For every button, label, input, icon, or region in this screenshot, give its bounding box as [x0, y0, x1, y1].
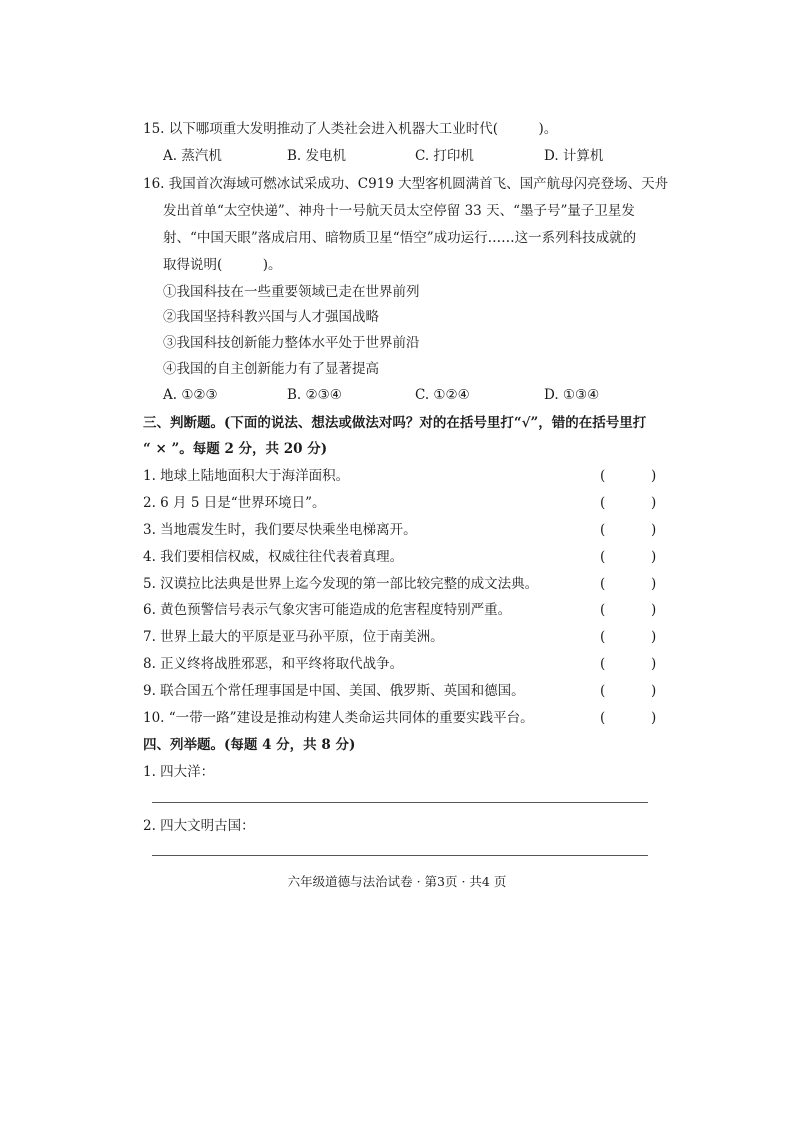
q15-option-a: A. 蒸汽机	[163, 148, 222, 164]
true-false-item-text: 3. 当地震发生时，我们要尽快乘坐电梯离开。	[143, 522, 417, 538]
answer-paren-close: )	[651, 549, 657, 565]
answer-paren-open: (	[600, 495, 606, 511]
answer-paren-open: (	[600, 683, 606, 699]
q16-stem-line-3: 射、“中国天眼”落成启用、暗物质卫星“悟空”成功运行……这一系列科技成就的	[163, 230, 637, 246]
answer-line-2[interactable]	[152, 855, 648, 856]
answer-paren-open: (	[600, 629, 606, 645]
q16-statement-4: ④我国的自主创新能力有了显著提高	[163, 361, 379, 377]
q16-statement-1: ①我国科技在一些重要领域已走在世界前列	[163, 284, 420, 300]
true-false-item	[0, 682, 794, 700]
q16-option-c: C. ①②④	[415, 387, 470, 403]
true-false-item-text: 4. 我们要相信权威，权威往往代表着真理。	[143, 549, 404, 565]
true-false-item	[0, 655, 794, 673]
true-false-item	[0, 601, 794, 619]
q16-stem-line-1: 16. 我国首次海域可燃冰试采成功、C919 大型客机圆满首飞、国产航母闪亮登场、天舟	[143, 176, 669, 192]
section4-heading: 四、列举题。(每题 4 分，共 8 分)	[143, 737, 356, 753]
answer-paren-close: )	[651, 468, 657, 484]
true-false-item	[0, 709, 794, 727]
answer-paren-open: (	[600, 522, 606, 538]
page-footer: 六年级道德与法治试卷 · 第3页 · 共4 页	[287, 874, 507, 889]
answer-paren-close: )	[651, 576, 657, 592]
q16-statement-3: ③我国科技创新能力整体水平处于世界前沿	[163, 335, 420, 351]
answer-paren-open: (	[600, 576, 606, 592]
true-false-item-text: 1. 地球上陆地面积大于海洋面积。	[143, 468, 350, 484]
answer-paren-close: )	[651, 656, 657, 672]
q15-option-c: C. 打印机	[415, 148, 474, 164]
answer-paren-close: )	[651, 602, 657, 618]
answer-paren-close: )	[651, 629, 657, 645]
answer-paren-close: )	[651, 683, 657, 699]
answer-paren-close: )	[651, 710, 657, 726]
listing-item-1-label: 1. 四大洋：	[143, 764, 215, 780]
answer-line-1[interactable]	[152, 802, 648, 803]
true-false-item	[0, 521, 794, 539]
true-false-item	[0, 575, 794, 593]
q16-option-a: A. ①②③	[163, 387, 218, 403]
true-false-item	[0, 628, 794, 646]
q16-option-d: D. ①③④	[544, 387, 600, 403]
section3-heading-line-1: 三、判断题。(下面的说法、想法或做法对吗？对的在括号里打“√”，错的在括号里打	[143, 415, 647, 431]
q16-statement-2: ②我国坚持科教兴国与人才强国战略	[163, 309, 379, 325]
true-false-item	[0, 494, 794, 512]
q16-stem-line-4: 取得说明( )。	[163, 257, 282, 273]
true-false-item-text: 7. 世界上最大的平原是亚马孙平原，位于南美洲。	[143, 629, 444, 645]
listing-item-2-label: 2. 四大文明古国：	[143, 818, 255, 834]
true-false-item-text: 8. 正义终将战胜邪恶，和平终将取代战争。	[143, 656, 404, 672]
q16-option-b: B. ②③④	[287, 387, 342, 403]
q15-option-b: B. 发电机	[287, 148, 347, 164]
answer-paren-open: (	[600, 468, 606, 484]
q15-option-d: D. 计算机	[544, 148, 604, 164]
answer-paren-open: (	[600, 602, 606, 618]
true-false-item-text: 6. 黄色预警信号表示气象灾害可能造成的危害程度特别严重。	[143, 602, 512, 618]
true-false-item	[0, 467, 794, 485]
true-false-item-text: 2. 6 月 5 日是“世界环境日”。	[143, 495, 326, 511]
answer-paren-open: (	[600, 710, 606, 726]
true-false-item-text: 9. 联合国五个常任理事国是中国、美国、俄罗斯、英国和德国。	[143, 683, 525, 699]
answer-paren-open: (	[600, 656, 606, 672]
section3-heading-line-2: “ × ”。每题 2 分，共 20 分)	[143, 441, 328, 457]
true-false-item	[0, 548, 794, 566]
true-false-item-text: 5. 汉谟拉比法典是世界上迄今发现的第一部比较完整的成文法典。	[143, 576, 539, 592]
q16-stem-line-2: 发出首单“太空快递”、神舟十一号航天员太空停留 33 天、“墨子号”量子卫星发	[163, 203, 635, 219]
answer-paren-close: )	[651, 495, 657, 511]
true-false-item-text: 10. “一带一路”建设是推动构建人类命运共同体的重要实践平台。	[143, 710, 534, 726]
answer-paren-open: (	[600, 549, 606, 565]
q15-stem: 15. 以下哪项重大发明推动了人类社会进入机器大工业时代( )。	[143, 121, 558, 137]
answer-paren-close: )	[651, 522, 657, 538]
